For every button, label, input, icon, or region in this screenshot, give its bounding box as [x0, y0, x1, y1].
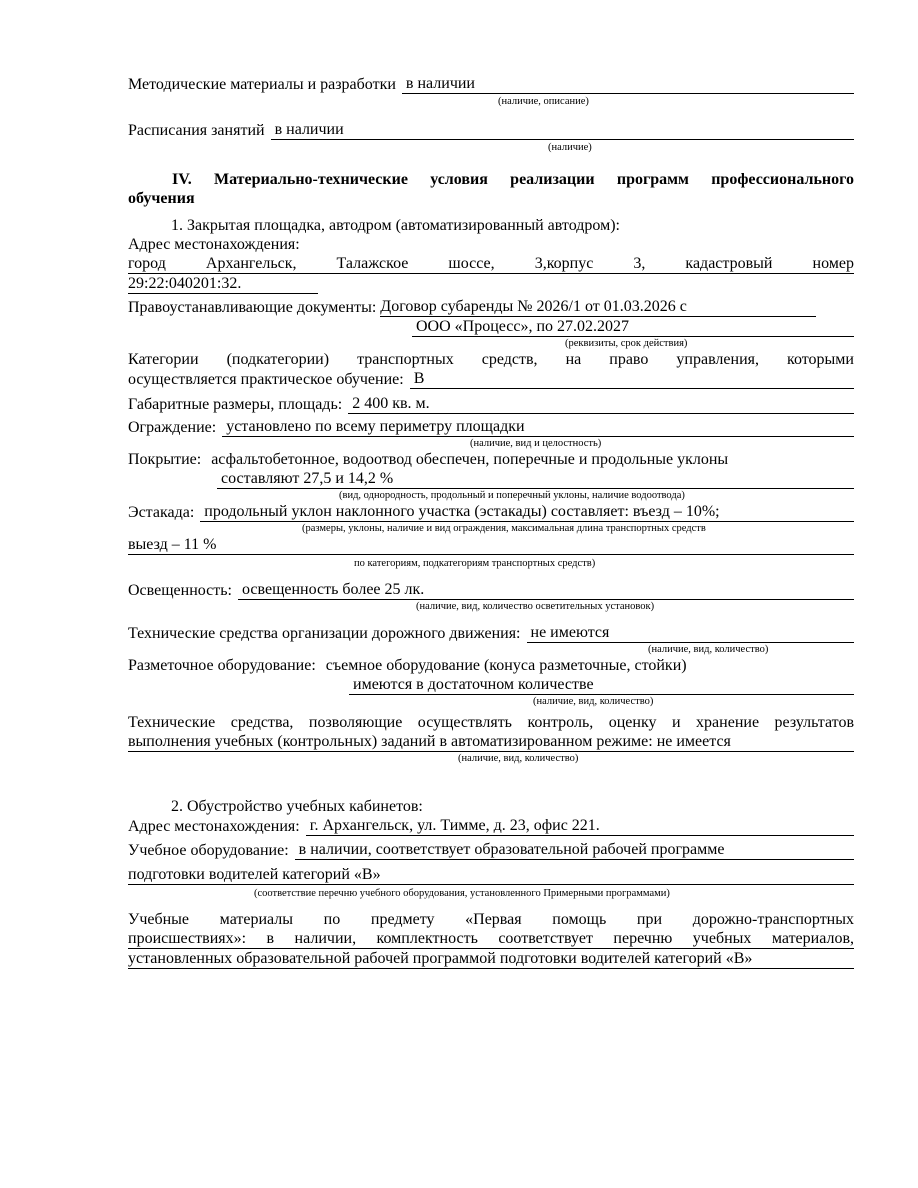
section4-heading: IV. Материально-технические условия реализации программ профессионального: [172, 171, 854, 188]
class-address-label: Адрес местонахождения:: [128, 818, 300, 835]
materials-line3: установленных образовательной рабочей программой подготовки водителей категорий «В»: [128, 949, 854, 969]
site-address-label: Адрес местонахождения:: [128, 236, 300, 253]
fence-hint: (наличие, вид и целостность): [470, 438, 602, 449]
traffic-hint: (наличие, вид, количество): [648, 644, 769, 655]
equip-value2: подготовки водителей категорий «В»: [128, 865, 854, 885]
fence-row: [128, 417, 854, 437]
marking-row: [128, 656, 854, 675]
fence-value: установлено по всему периметру площадки: [222, 417, 854, 437]
light-value: освещенность более 25 лк.: [238, 580, 854, 600]
equip-label: Учебное оборудование:: [128, 842, 289, 859]
marking-value1: съемное оборудование (конуса разметочные, стойки): [325, 657, 687, 674]
size-row: [128, 394, 854, 414]
size-label: Габаритные размеры, площадь:: [128, 396, 343, 413]
marking-row2: [128, 675, 854, 695]
schedule-label: Расписания занятий: [128, 122, 265, 139]
docs-row: [128, 297, 854, 317]
docs-value2: ООО «Процесс», по 27.02.2027: [412, 317, 854, 337]
cover-label: Покрытие:: [128, 451, 202, 468]
document-page: [128, 74, 854, 969]
marking-label: Разметочное оборудование:: [128, 657, 316, 674]
light-row: [128, 580, 854, 600]
overpass-hint2: по категориям, подкатегориям транспортных средств): [354, 558, 596, 569]
size-value: 2 400 кв. м.: [348, 394, 854, 414]
control-line2: выполнения учебных (контрольных) заданий в автоматизированном режиме: не имеется: [128, 732, 854, 752]
fence-label: Ограждение:: [128, 419, 217, 436]
categories-value: В: [410, 369, 854, 389]
equip-value1: в наличии, соответствует образовательной рабочей программе: [295, 840, 854, 860]
site-address-line2-wrap: [128, 274, 854, 294]
overpass-label: Эстакада:: [128, 504, 195, 521]
overpass-value1: продольный уклон наклонного участка (эстакады) составляет: въезд – 10%;: [200, 502, 854, 522]
classrooms-title: 2. Обустройство учебных кабинетов:: [171, 798, 423, 815]
cover-row: [128, 450, 854, 469]
light-label: Освещенность:: [128, 582, 232, 599]
method-hint: (наличие, описание): [498, 96, 589, 107]
overpass-row: [128, 502, 854, 522]
schedule-hint: (наличие): [548, 142, 592, 153]
traffic-label: Технические средства организации дорожного движения:: [128, 625, 521, 642]
cover-value2: составляют 27,5 и 14,2 %: [217, 469, 854, 489]
class-address-row: [128, 816, 854, 836]
overpass-value2: выезд – 11 %: [128, 535, 854, 555]
method-label: Методические материалы и разработки: [128, 76, 396, 93]
docs-label: Правоустанавливающие документы:: [128, 299, 377, 316]
docs-value1: Договор субаренды № 2026/1 от 01.03.2026 с: [380, 297, 816, 317]
docs-row2: [128, 317, 854, 337]
traffic-row: [128, 623, 854, 643]
equip-row: [128, 840, 854, 860]
traffic-value: не имеются: [527, 623, 855, 643]
site-address-line2: 29:22:040201:32.: [128, 274, 318, 294]
section4-heading-cont: обучения: [128, 190, 195, 207]
equip-hint: (соответствие перечню учебного оборудования, установленного Примерными программами): [254, 888, 670, 899]
docs-hint: (реквизиты, срок действия): [565, 338, 688, 349]
light-hint: (наличие, вид, количество осветительных установок): [416, 601, 655, 612]
class-address-value: г. Архангельск, ул. Тимме, д. 23, офис 221.: [306, 816, 854, 836]
cover-row2: [128, 469, 854, 489]
materials-line1: Учебные материалы по предмету «Первая помощь при дорожно-транспортных: [128, 911, 854, 928]
cover-hint: (вид, однородность, продольный и поперечный уклоны, наличие водоотвода): [339, 490, 685, 501]
site-address-line1: город Архангельск, Талажское шоссе, 3,корпус 3, кадастровый номер: [128, 255, 854, 272]
control-hint: (наличие, вид, количество): [458, 753, 579, 764]
cover-value1: асфальтобетонное, водоотвод обеспечен, поперечные и продольные уклоны: [211, 451, 729, 468]
marking-hint: (наличие, вид, количество): [533, 696, 654, 707]
site-title: 1. Закрытая площадка, автодром (автоматизированный автодром):: [171, 217, 620, 234]
schedule-value: в наличии: [271, 120, 854, 140]
method-row: [128, 74, 854, 94]
overpass-hint1: (размеры, уклоны, наличие и вид ограждения, максимальная длина транспортных средств: [302, 523, 706, 534]
schedule-row: [128, 120, 854, 140]
marking-value2: имеются в достаточном количестве: [349, 675, 854, 695]
categories-line1: Категории (подкатегории) транспортных средств, на право управления, которыми: [128, 351, 854, 368]
materials-line2: происшествиях»: в наличии, комплектность соответствует перечню учебных материалов,: [128, 930, 854, 947]
categories-row: [128, 369, 854, 389]
control-line1: Технические средства, позволяющие осуществлять контроль, оценку и хранение результатов: [128, 714, 854, 731]
method-value: в наличии: [402, 74, 854, 94]
categories-label: осуществляется практическое обучение:: [128, 371, 404, 388]
